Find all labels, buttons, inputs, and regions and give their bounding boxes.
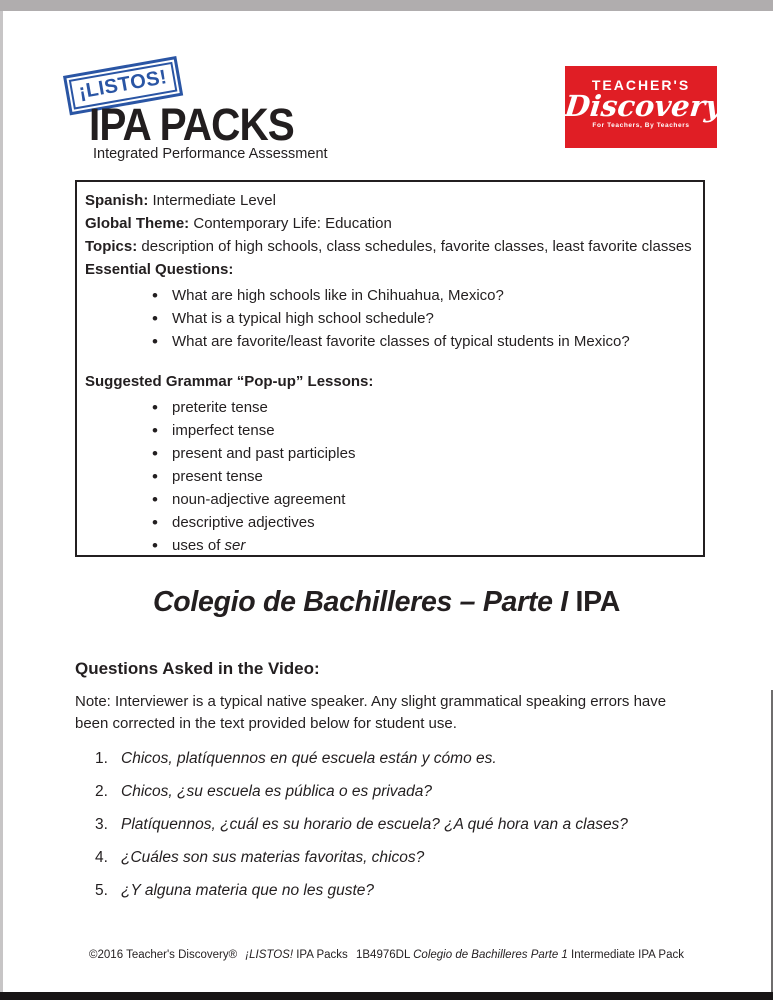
question-number: 5. [95, 882, 108, 899]
logo-tagline: For Teachers, By Teachers [592, 122, 690, 129]
grammar-lessons-list [85, 396, 693, 557]
field-global-theme-value: Contemporary Life: Education [193, 215, 392, 232]
list-item: • What is a typical high school schedule? [152, 307, 693, 330]
list-item: • noun-adjective agreement [152, 488, 693, 511]
question-text: Chicos, ¿su escuela es pública o es privada? [121, 783, 433, 800]
footer-sku: 1B4976DL [355, 949, 410, 961]
questions-section-heading: Questions Asked in the Video: [75, 659, 320, 678]
field-global-theme-label: Global Theme: [85, 215, 190, 232]
logo-wordmark-top: TEACHER'S [591, 77, 691, 93]
scan-edge-bottom [0, 992, 773, 1000]
scan-edge-top [0, 0, 773, 11]
page-title-italic: Colegio de Bachilleres – Parte I [152, 586, 568, 618]
question-item [95, 816, 715, 849]
essential-questions-list [85, 284, 693, 353]
footer-brand-italic: ¡LISTOS! [245, 949, 294, 961]
footer-brand-rest: IPA Packs [296, 949, 348, 961]
list-item: • What are favorite/least favorite classes of typical students in Mexico? [152, 330, 693, 353]
question-number: 1. [95, 750, 108, 767]
page-title-plain: IPA [575, 586, 621, 618]
list-item: • present and past participles [152, 442, 693, 465]
question-item [95, 849, 715, 882]
brand-subtitle: Integrated Performance Assessment [93, 146, 328, 162]
question-number: 3. [95, 816, 108, 833]
listos-stamp-label: ¡LISTOS! [69, 62, 178, 110]
brand-title: IPA PACKS [89, 99, 294, 150]
question-number: 4. [95, 849, 108, 866]
grammar-lessons-heading: Suggested Grammar “Pop-up” Lessons: [85, 373, 374, 390]
field-topics-value: description of high schools, class schedules, favorite classes, least favorite classes [141, 238, 692, 255]
field-topics [85, 235, 693, 258]
list-item: • uses of ser [152, 534, 693, 557]
field-global-theme [85, 212, 693, 235]
page-title [0, 586, 773, 619]
essential-questions-heading: Essential Questions: [85, 261, 234, 278]
list-item: • imperfect tense [152, 419, 693, 442]
questions-note: Note: Interviewer is a typical native speaker. Any slight grammatical speaking errors have been corrected in the text provided below for student use. [75, 693, 667, 732]
field-language-label: Spanish: [85, 192, 149, 209]
footer-product-rest: Intermediate IPA Pack [571, 949, 684, 961]
list-item: • What are high schools like in Chihuahua, Mexico? [152, 284, 693, 307]
question-text: Chicos, platíquennos en qué escuela están y cómo es. [121, 750, 497, 767]
question-item [95, 783, 715, 816]
course-info-box [75, 180, 705, 557]
question-text: ¿Y alguna materia que no les guste? [121, 882, 375, 899]
question-text: Platíquennos, ¿cuál es su horario de escuela? ¿A qué hora van a clases? [121, 816, 628, 833]
question-item [95, 882, 715, 915]
video-questions-list [95, 750, 715, 915]
teachers-discovery-logo [563, 66, 724, 148]
list-item: • descriptive adjectives [152, 511, 693, 534]
question-number: 2. [95, 783, 108, 800]
scan-edge-left [0, 11, 3, 992]
question-text: ¿Cuáles son sus materias favoritas, chicos? [121, 849, 425, 866]
logo-wordmark-script: Discovery [563, 89, 724, 123]
field-language-value: Intermediate Level [152, 192, 276, 209]
field-language [85, 189, 693, 212]
field-topics-label: Topics: [85, 238, 138, 255]
question-item [95, 750, 715, 783]
footer-product-italic: Colegio de Bachilleres Parte 1 [413, 949, 568, 961]
list-item: • present tense [152, 465, 693, 488]
footer-copyright: ©2016 Teacher's Discovery® [89, 949, 238, 961]
list-item: • preterite tense [152, 396, 693, 419]
page-footer [0, 949, 773, 961]
